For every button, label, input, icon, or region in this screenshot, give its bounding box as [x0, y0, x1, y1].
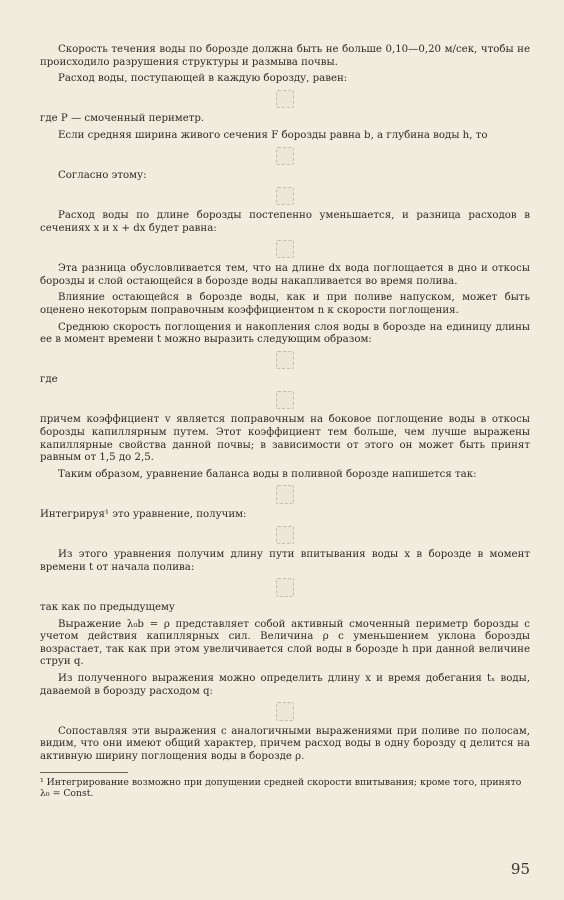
paragraph-2: Расход воды, поступающей в каждую борозду, равен:	[58, 73, 348, 85]
paragraph-16: Выражение λ₀b = ρ представляет собой активный смоченный периметр борозды с учетом действия капиллярных сил. Величина ρ с уменьшением уклона борозды возрастает, так как при этом увеличивается слой воды в борозде h при данной величине струи q.	[40, 618, 530, 668]
footnote-separator	[40, 772, 128, 773]
paragraph-11: причем коэффициент v является поправочным на боковое поглощение воды в откосы борозды капиллярным путем. Этот коэффициент тем больше, чем лучше выражены капиллярные свойства данной почвы; в зависимости от этого он может быть принят равным от 1,5 до 2,5.	[40, 414, 530, 464]
paragraph-18: Сопоставляя эти выражения с аналогичными выражениями при поливе по полосам, видим, что они имеют общий характер, причем расход воды в одну борозду q делится на активную ширину поглощения воды в борозде ρ.	[40, 725, 530, 762]
paragraph-17: Из полученного выражения можно определить длину x и время добегания tₓ воды, даваемой в борозду расходом q:	[40, 672, 530, 697]
paragraph-13: Интегрируя¹ это уравнение, получим:	[40, 509, 247, 521]
paragraph-8: Влияние остающейся в борозде воды, как и при поливе напуском, может быть оценено некоторым поправочным коэффициентом n к скорости поглощения.	[40, 292, 530, 316]
paragraph-7: Эта разница обусловливается тем, что на длине dx вода поглощается в дно и откосы борозды и слой остающейся в борозде воды накапливается во время полива.	[40, 263, 530, 287]
paragraph-10: где	[40, 374, 58, 386]
formula-flow-rate-placeholder	[276, 90, 293, 109]
formula-lambda0	[40, 391, 530, 410]
formula-q-h	[40, 187, 530, 206]
formula-length-placeholder	[276, 578, 293, 597]
formula-q-h-placeholder	[276, 187, 293, 206]
formula-integrated-placeholder	[276, 526, 293, 545]
formula-wx	[40, 351, 530, 370]
formula-integrated	[40, 526, 530, 545]
formula-time	[40, 702, 530, 721]
formula-flow-rate	[40, 90, 530, 109]
formula-difference-placeholder	[276, 240, 293, 259]
paragraph-15: так как по предыдущему	[40, 602, 175, 613]
page-number: 95	[510, 860, 530, 878]
paragraph-6: Расход воды по длине борозды постепенно уменьшается, и разница расходов в сечениях x и x + dx будет равна:	[40, 210, 530, 234]
document-content	[40, 44, 530, 854]
formula-balance-placeholder	[276, 485, 293, 504]
paragraph-14: Из этого уравнения получим длину пути впитывания воды x в борозде в момент времени t от начала полива:	[40, 549, 530, 573]
formula-balance	[40, 485, 530, 504]
formula-difference	[40, 240, 530, 259]
paragraph-1: Скорость течения воды по борозде должна быть не больше 0,10—0,20 м/сек, чтобы не происходило разрушения структуры и размыва почвы.	[40, 44, 530, 68]
formula-geometry	[40, 147, 530, 166]
formula-time-placeholder	[276, 702, 293, 721]
paragraph-3: где P — смоченный периметр.	[40, 113, 205, 125]
paragraph-4: Если средняя ширина живого сечения F борозды равна b, а глубина воды h, то	[58, 129, 488, 141]
paragraph-12: Таким образом, уравнение баланса воды в поливной борозде напишется так:	[58, 468, 477, 480]
paragraph-5: Согласно этому:	[58, 170, 147, 182]
formula-lambda0-placeholder	[276, 391, 293, 410]
formula-wx-placeholder	[276, 351, 293, 370]
formula-geometry-placeholder	[276, 147, 293, 166]
footnote: ¹ Интегрирование возможно при допущении средней скорости впитывания; кроме того, принято λ₀ = Const.	[40, 776, 522, 800]
paragraph-9: Среднюю скорость поглощения и накопления слоя воды в борозде на единицу длины ее в момент времени t можно выразить следующим образом:	[40, 321, 530, 346]
formula-length	[40, 578, 530, 597]
